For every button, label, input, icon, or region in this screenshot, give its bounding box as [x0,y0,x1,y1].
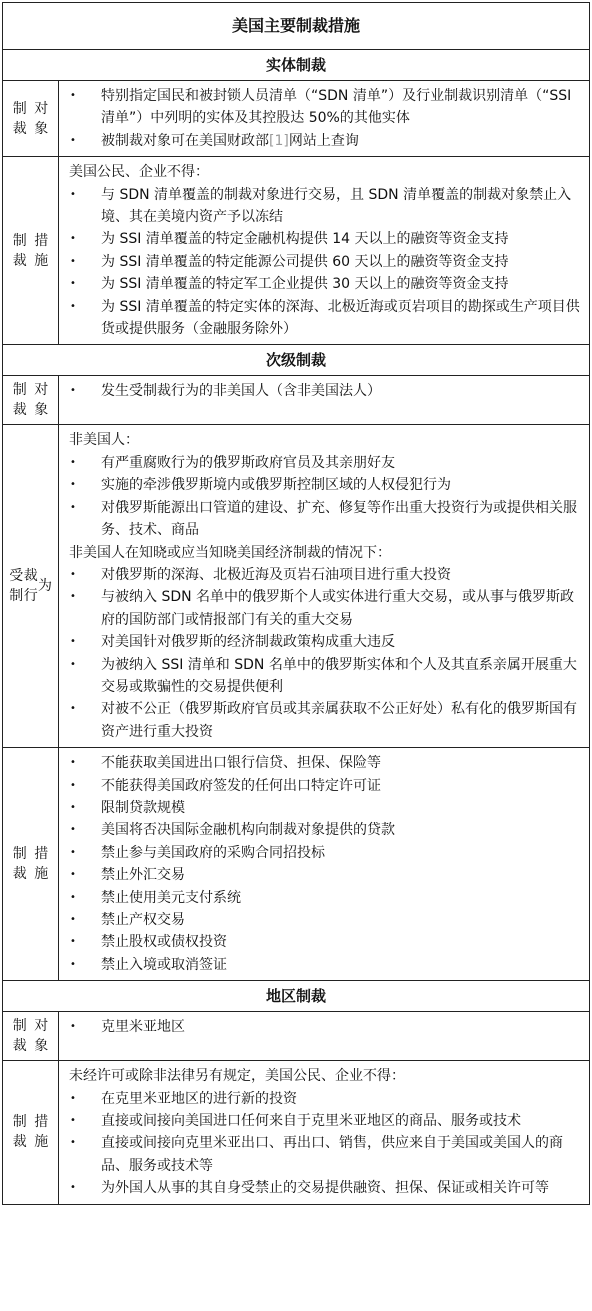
table-row [3,1061,589,1204]
list-item: • 直接或间接向美国进口任何来自于克里米亚地区的商品、服务或技术 [67,1110,581,1132]
list-item: • 不能获得美国政府签发的任何出口特定许可证 [67,775,581,797]
list-item: • 克里米亚地区 [67,1016,581,1038]
row-label [3,376,59,424]
list-item: • 美国将否决国际金融机构向制裁对象提供的贷款 [67,819,581,841]
row-label-line: 制裁 [12,100,27,137]
row-label-line: 对象 [34,1018,49,1055]
list-item: • 禁止参与美国政府的采购合同招投标 [67,842,581,864]
row-content [59,425,589,747]
row-label [3,1061,59,1203]
bullet-list [67,1016,581,1038]
table-row [3,81,589,157]
list-item: • 对美国针对俄罗斯的经济制裁政策构成重大违反 [67,631,581,653]
table-row [3,376,589,425]
row-label-line: 为 [38,578,52,595]
list-item: • 发生受制裁行为的非美国人（含非美国法人） [67,380,581,402]
row-label-line: 裁行 [23,568,38,605]
sanctions-table [2,2,590,1205]
row-label-line: 对象 [34,100,49,137]
list-item: • 与被纳入 SDN 名单中的俄罗斯个人或实体进行重大交易，或从事与俄罗斯政府的国防部门或情报部门有关的重大交易 [67,586,581,631]
row-label-line: 制裁 [12,1114,27,1151]
list-item: • 限制贷款规模 [67,797,581,819]
bullet-list [67,752,581,976]
citation-mark: [1] [269,132,289,149]
table-body [3,50,589,1205]
row-label-line: 对象 [34,382,49,419]
bullet-list [67,452,581,542]
list-item [67,130,581,152]
list-item: • 禁止使用美元支付系统 [67,887,581,909]
row-label-line: 制裁 [12,232,27,269]
list-item: • 对被不公正（俄罗斯政府官员或其亲属获取不公正好处）私有化的俄罗斯国有资产进行重大投资 [67,698,581,743]
list-item: • 为外国人从事的其自身受禁止的交易提供融资、担保、保证或相关许可等 [67,1177,581,1199]
row-label-line: 措施 [34,232,49,269]
list-item: • 禁止入境或取消签证 [67,954,581,976]
list-item: • 为被纳入 SSI 清单和 SDN 名单中的俄罗斯实体和个人及其直系亲属开展重大交易或欺骗性的交易提供便利 [67,654,581,699]
bullet-list [67,564,581,743]
row-content [59,1012,589,1060]
list-item: • 在克里米亚地区的进行新的投资 [67,1088,581,1110]
list-item: • 禁止产权交易 [67,909,581,931]
list-item: • 不能获取美国进出口银行信贷、担保、保险等 [67,752,581,774]
table-row [3,748,589,981]
item-text: 网站上查询 [288,132,359,149]
row-label [3,425,59,747]
list-item: • 特别指定国民和被封锁人员清单（“SDN 清单”）及行业制裁识别清单（“SSI 清单”）中列明的实体及其控股达 50%的其他实体 [67,85,581,130]
intro-text: 非美国人： [69,432,139,449]
row-content [59,81,589,156]
section-header: 地区制裁 [3,981,589,1012]
list-item: • 为 SSI 清单覆盖的特定能源公司提供 60 天以上的融资等资金支持 [67,251,581,273]
item-text: 被制裁对象可在美国财政部 [101,132,269,149]
table-row [3,1012,589,1061]
row-label-line: 受制 [9,568,24,605]
list-item: • 为 SSI 清单覆盖的特定金融机构提供 14 天以上的融资等资金支持 [67,228,581,250]
list-item: • 禁止外汇交易 [67,864,581,886]
row-label-line: 制裁 [12,1018,27,1055]
table-title: 美国主要制裁措施 [3,3,589,50]
row-label-line: 制裁 [12,382,27,419]
row-label [3,748,59,980]
row-label-line: 制裁 [12,846,27,883]
row-content [59,157,589,344]
bullet-list [67,1088,581,1200]
row-label-line: 措施 [34,1114,49,1151]
table-row [3,157,589,345]
row-content [59,1061,589,1203]
list-item: • 与 SDN 清单覆盖的制裁对象进行交易，且 SDN 清单覆盖的制裁对象禁止入境、其在美境内资产予以冻结 [67,184,581,229]
row-label [3,157,59,344]
list-item: • 有严重腐败行为的俄罗斯政府官员及其亲朋好友 [67,452,581,474]
list-item: • 为 SSI 清单覆盖的特定军工企业提供 30 天以上的融资等资金支持 [67,273,581,295]
list-item: • 对俄罗斯的深海、北极近海及页岩石油项目进行重大投资 [67,564,581,586]
list-item: • 实施的牵涉俄罗斯境内或俄罗斯控制区域的人权侵犯行为 [67,474,581,496]
row-label-line: 措施 [34,846,49,883]
section-header: 实体制裁 [3,50,589,81]
list-item: • 为 SSI 清单覆盖的特定实体的深海、北极近海或页岩项目的勘探或生产项目供货或提供服务（金融服务除外） [67,296,581,341]
list-item: • 对俄罗斯能源出口管道的建设、扩充、修复等作出重大投资行为或提供相关服务、技术、商品 [67,497,581,542]
table-row [3,425,589,748]
list-item: • 禁止股权或债权投资 [67,931,581,953]
bullet-list [67,380,581,402]
row-content [59,748,589,980]
intro-text: 非美国人在知晓或应当知晓美国经济制裁的情况下： [69,544,391,561]
row-content [59,376,589,424]
row-label [3,1012,59,1060]
bullet-list [67,85,581,152]
intro-text: 未经许可或除非法律另有规定，美国公民、企业不得： [69,1068,405,1085]
bullet-list [67,184,581,341]
section-header: 次级制裁 [3,345,589,376]
intro-text: 美国公民、企业不得： [69,164,209,181]
list-item: • 直接或间接向克里米亚出口、再出口、销售，供应来自于美国或美国人的商品、服务或技术等 [67,1132,581,1177]
row-label [3,81,59,156]
